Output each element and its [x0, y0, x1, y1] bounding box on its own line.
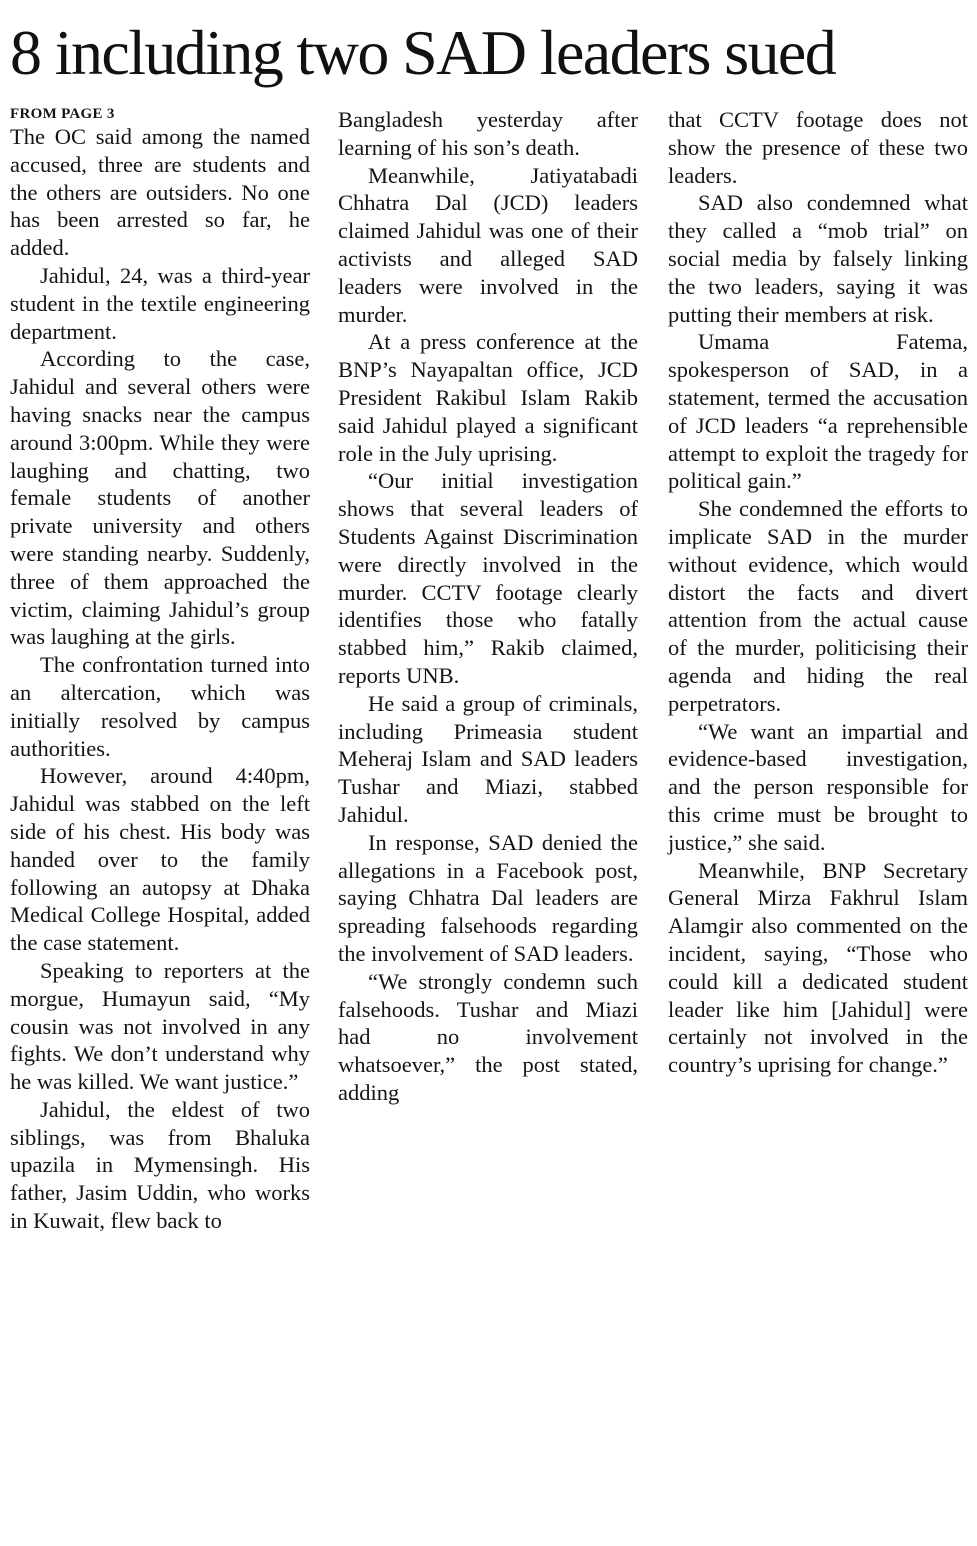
paragraph: At a press conference at the BNP’s Nayapaltan office, JCD President Rakibul Islam Rakib said Jahidul played a significant role in the July uprising. — [338, 329, 638, 466]
paragraph: Meanwhile, BNP Secretary General Mirza Fakhrul Islam Alamgir also commented on the incident, saying, “Those who could kill a dedicated student leader like him [Jahidul] were certainly not involved in the country’s uprising for change.” — [668, 857, 968, 1078]
column-1 — [10, 106, 310, 1235]
paragraph: Bangladesh yesterday after learning of his son’s death. — [338, 107, 638, 160]
paragraph: “We want an impartial and evidence-based investigation, and the person responsible for this crime must be brought to justice,” she said. — [668, 718, 968, 855]
paragraph: Umama Fatema, spokesperson of SAD, in a statement, termed the accusation of JCD leaders “a reprehensible attempt to exploit the tragedy for political gain.” — [668, 329, 968, 494]
paragraph: “Our initial investigation shows that several leaders of Students Against Discrimination were directly involved in the murder. CCTV footage clearly identifies those who fatally stabbed him,” Rakib claimed, reports UNB. — [338, 468, 638, 688]
paragraph: that CCTV footage does not show the presence of these two leaders. — [668, 107, 968, 188]
paragraph: Jahidul, the eldest of two siblings, was from Bhaluka upazila in Mymensingh. His father, Jasim Uddin, who works in Kuwait, flew back to — [10, 1096, 310, 1234]
column-3 — [668, 106, 968, 1079]
paragraph: “We strongly condemn such falsehoods. Tushar and Miazi had no involvement whatsoever,” the post stated, adding — [338, 968, 638, 1105]
paragraph: She condemned the efforts to implicate SAD in the murder without evidence, which would distort the facts and divert attention from the actual cause of the murder, politicising their agenda and hiding the real perpetrators. — [668, 496, 968, 716]
paragraph: The confrontation turned into an altercation, which was initially resolved by campus authorities. — [10, 652, 310, 761]
paragraph: Jahidul, 24, was a third-year student in the textile engineering department. — [10, 262, 310, 344]
column-2 — [338, 106, 638, 1107]
continuation-label: FROM PAGE 3 — [10, 106, 115, 122]
paragraph: The OC said among the named accused, three are students and the others are outsiders. No one has been arrested so far, he added. — [10, 124, 310, 261]
paragraph: Meanwhile, Jatiyatabadi Chhatra Dal (JCD) leaders claimed Jahidul was one of their activists and alleged SAD leaders were involved in the murder. — [338, 162, 638, 327]
headline: 8 including two SAD leaders sued — [10, 17, 836, 88]
paragraph: Speaking to reporters at the morgue, Humayun said, “My cousin was not involved in any fights. We don’t understand why he was killed. We want justice.” — [10, 957, 310, 1095]
paragraph: He said a group of criminals, including Primeasia student Meheraj Islam and SAD leaders Tushar and Miazi, stabbed Jahidul. — [338, 690, 638, 827]
paragraph: In response, SAD denied the allegations in a Facebook post, saying Chhatra Dal leaders are spreading falsehoods regarding the involvement of SAD leaders. — [338, 829, 638, 966]
paragraph: However, around 4:40pm, Jahidul was stabbed on the left side of his chest. His body was handed over to the family following an autopsy at Dhaka Medical College Hospital, added the case statement. — [10, 763, 310, 956]
paragraph: SAD also condemned what they called a “mob trial” on social media by falsely linking the two leaders, saying it was putting their members at risk. — [668, 190, 968, 327]
news-article — [10, 14, 968, 1234]
paragraph: According to the case, Jahidul and several others were having snacks near the campus around 3:00pm. While they were laughing and chatting, two female students of another private university and others were standing nearby. Suddenly, three of them approached the victim, claiming Jahidul’s group was laughing at the girls. — [10, 346, 310, 650]
article-body — [10, 106, 968, 1546]
